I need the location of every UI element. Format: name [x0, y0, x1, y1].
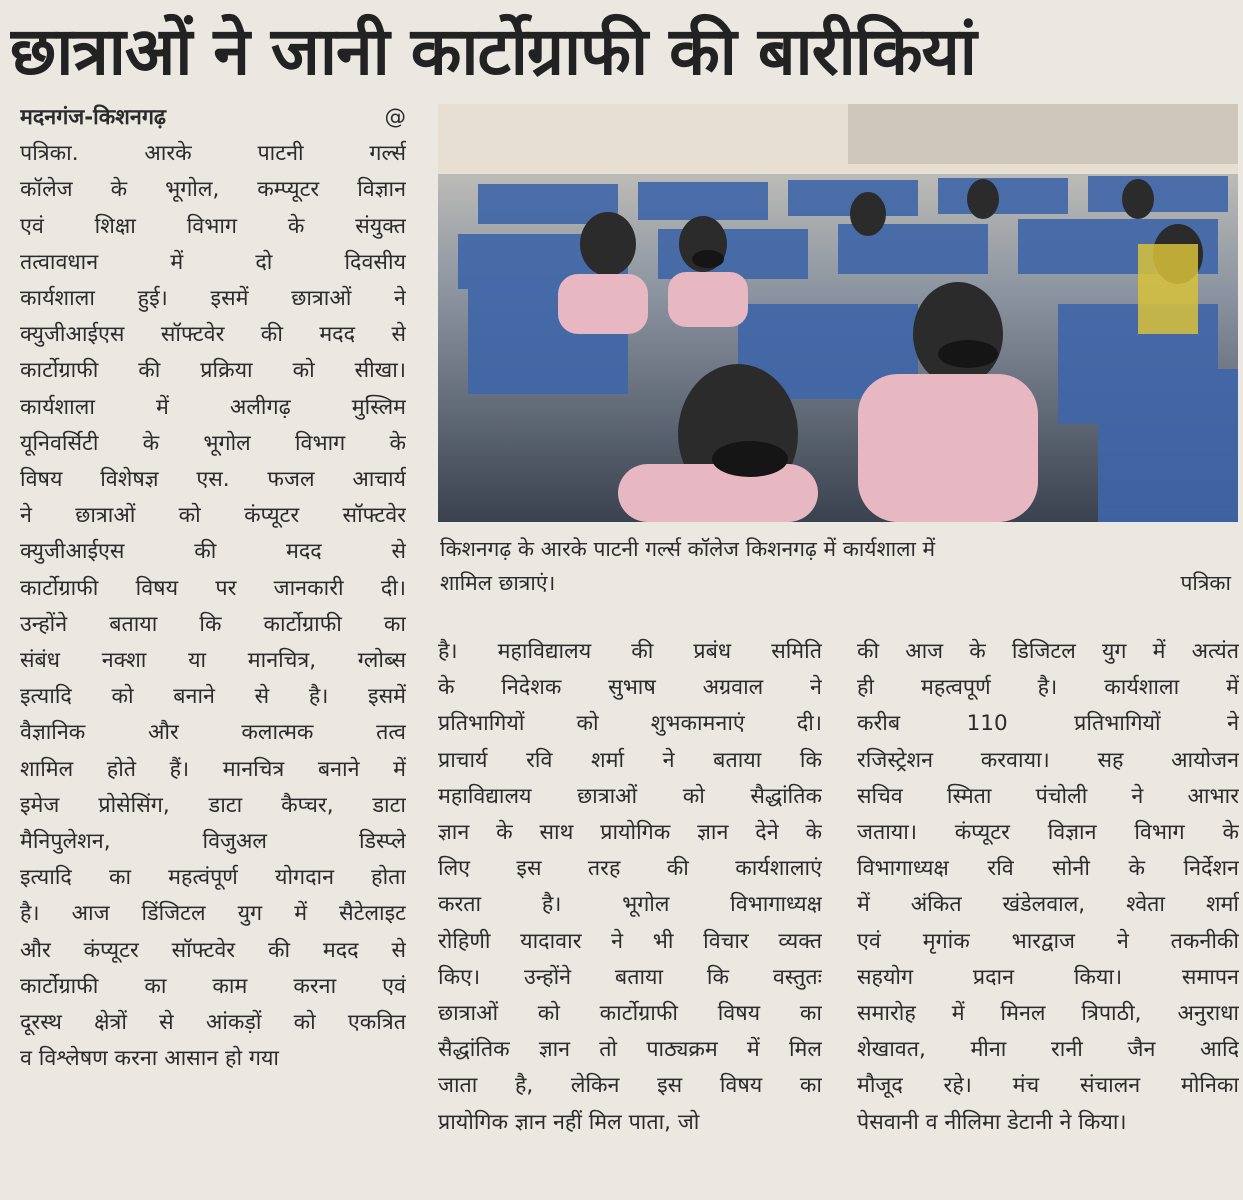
- column-1-line: इमेज प्रोसेसिंग, डाटा कैप्चर, डाटा: [20, 792, 406, 818]
- column-3-line: सहयोग प्रदान किया। समापन: [857, 964, 1239, 990]
- headline: छात्राओं ने जानी कार्टोग्राफी की बारीकियां: [10, 13, 976, 90]
- caption-line-2: शामिल छात्राएं।: [440, 571, 556, 595]
- dateline: [20, 100, 406, 136]
- column-3-line: जताया। कंप्यूटर विज्ञान विभाग के: [857, 820, 1239, 846]
- column-3-line: विभागाध्यक्ष रवि सोनी के निर्देशन: [857, 856, 1239, 882]
- column-1-line: तत्वावधान में दो दिवसीय: [20, 249, 406, 275]
- column-3-line: रजिस्ट्रेशन करवाया। सह आयोजन: [857, 747, 1239, 773]
- column-2-line: प्रायोगिक ज्ञान नहीं मिल पाता, जो: [438, 1109, 700, 1135]
- column-2-line: सैद्धांतिक ज्ञान तो पाठ्यक्रम में मिल: [438, 1037, 822, 1063]
- column-1-line: इत्यादि का महत्वंपूर्ण योगदान होता: [20, 865, 406, 891]
- column-2-line: छात्राओं को कार्टोग्राफी विषय का: [438, 1001, 822, 1027]
- column-1-line: उन्होंने बताया कि कार्टोग्राफी का: [20, 611, 406, 637]
- column-1-line: इत्यादि को बनाने से है। इसमें: [20, 684, 406, 710]
- article-column-3: [857, 634, 1239, 1141]
- column-1-line: शामिल होते हैं। मानचित्र बनाने में: [20, 756, 406, 782]
- caption-credit: पत्रिका: [1180, 571, 1231, 595]
- column-3-line: ही महत्वपूर्ण है। कार्यशाला में: [857, 675, 1239, 701]
- column-3-line: सचिव स्मिता पंचोली ने आभार: [857, 783, 1239, 809]
- classroom-photo: [438, 104, 1238, 522]
- column-1-line: संबंध नक्शा या मानचित्र, ग्लोब्स: [20, 648, 406, 674]
- column-1-line: क्युजीआईएस सॉफ्टवेर की मदद से: [20, 322, 406, 348]
- column-2-line: के निदेशक सुभाष अग्रवाल ने: [438, 675, 822, 701]
- column-3-line: एवं मृगांक भारद्वाज ने तकनीकी: [857, 928, 1239, 954]
- column-2-line: प्राचार्य रवि शर्मा ने बताया कि: [438, 747, 822, 773]
- column-2-line: ज्ञान के साथ प्रायोगिक ज्ञान देने के: [438, 820, 822, 846]
- dateline-at: @: [384, 105, 406, 130]
- column-2-line: महाविद्यालय छात्राओं को सैद्धांतिक: [438, 783, 822, 809]
- column-2-line: करता है। भूगोल विभागाध्यक्ष: [438, 892, 822, 918]
- column-3-line: करीब 110 प्रतिभागियों ने: [857, 711, 1239, 737]
- column-3-line: मौजूद रहे। मंच संचालन मोनिका: [857, 1073, 1239, 1099]
- column-1-line: कार्टोग्राफी की प्रक्रिया को सीखा।: [20, 358, 406, 384]
- column-3-line: की आज के डिजिटल युग में अत्यंत: [857, 639, 1239, 664]
- column-1-line: ने छात्राओं को कंप्यूटर सॉफ्टवेर: [20, 503, 406, 529]
- column-1-line: व विश्लेषण करना आसान हो गया: [20, 1046, 279, 1072]
- dateline-place: मदनगंज-किशनगढ़: [20, 105, 167, 130]
- column-1-line: यूनिवर्सिटी के भूगोल विभाग के: [20, 430, 406, 456]
- column-1-line: वैज्ञानिक और कलात्मक तत्व: [20, 720, 406, 746]
- column-1-line: पत्रिका. आरके पाटनी गर्ल्स: [20, 141, 406, 167]
- column-1-line: विषय विशेषज्ञ एस. फजल आचार्य: [20, 467, 406, 493]
- column-3-line: पेसवानी व नीलिमा डेटानी ने किया।: [857, 1109, 1127, 1135]
- column-2-line: है। महाविद्यालय की प्रबंध समिति: [438, 639, 822, 664]
- column-1-line: कॉलेज के भूगोल, कम्प्यूटर विज्ञान: [20, 177, 406, 203]
- article-photo: [438, 104, 1238, 522]
- column-1-line: कार्यशाला हुई। इसमें छात्राओं ने: [20, 286, 406, 312]
- column-2-line: प्रतिभागियों को शुभकामनाएं दी।: [438, 711, 822, 737]
- column-1-line: कार्टोग्राफी विषय पर जानकारी दी।: [20, 575, 406, 601]
- column-2-line: लिए इस तरह की कार्यशालाएं: [438, 856, 822, 882]
- column-3-line: में अंकित खंडेलवाल, श्वेता शर्मा: [857, 892, 1239, 918]
- column-3-line: शेखावत, मीना रानी जैन आदि: [857, 1037, 1239, 1063]
- column-1-line: कार्टोग्राफी का काम करना एवं: [20, 973, 406, 999]
- column-2-line: जाता है, लेकिन इस विषय का: [438, 1073, 822, 1099]
- column-1-line: दूरस्थ क्षेत्रों से आंकड़ों को एकत्रित: [20, 1010, 406, 1036]
- column-1-line: है। आज डिंजिटल युग में सैटेलाइट: [20, 901, 406, 927]
- column-1-line: मैनिपुलेशन, विजुअल डिस्प्ले: [20, 829, 406, 855]
- column-3-line: समारोह में मिनल त्रिपाठी, अनुराधा: [857, 1001, 1239, 1027]
- column-1-line: क्युजीआईएस की मदद से: [20, 539, 406, 565]
- photo-caption: [440, 532, 1237, 600]
- column-1-line: कार्यशाला में अलीगढ़ मुस्लिम: [20, 394, 406, 420]
- article-column-1: [20, 100, 406, 1077]
- caption-line-1: किशनगढ़ के आरके पाटनी गर्ल्स कॉलेज किशनगढ़ में कार्यशाला में: [440, 537, 936, 561]
- column-1-line: एवं शिक्षा विभाग के संयुक्त: [20, 213, 406, 239]
- column-2-line: किए। उन्होंने बताया कि वस्तुतः: [438, 964, 822, 990]
- column-1-line: और कंप्यूटर सॉफ्टवेर की मदद से: [20, 937, 406, 963]
- column-2-line: रोहिणी यादावार ने भी विचार व्यक्त: [438, 928, 822, 954]
- article-column-2: [438, 634, 822, 1141]
